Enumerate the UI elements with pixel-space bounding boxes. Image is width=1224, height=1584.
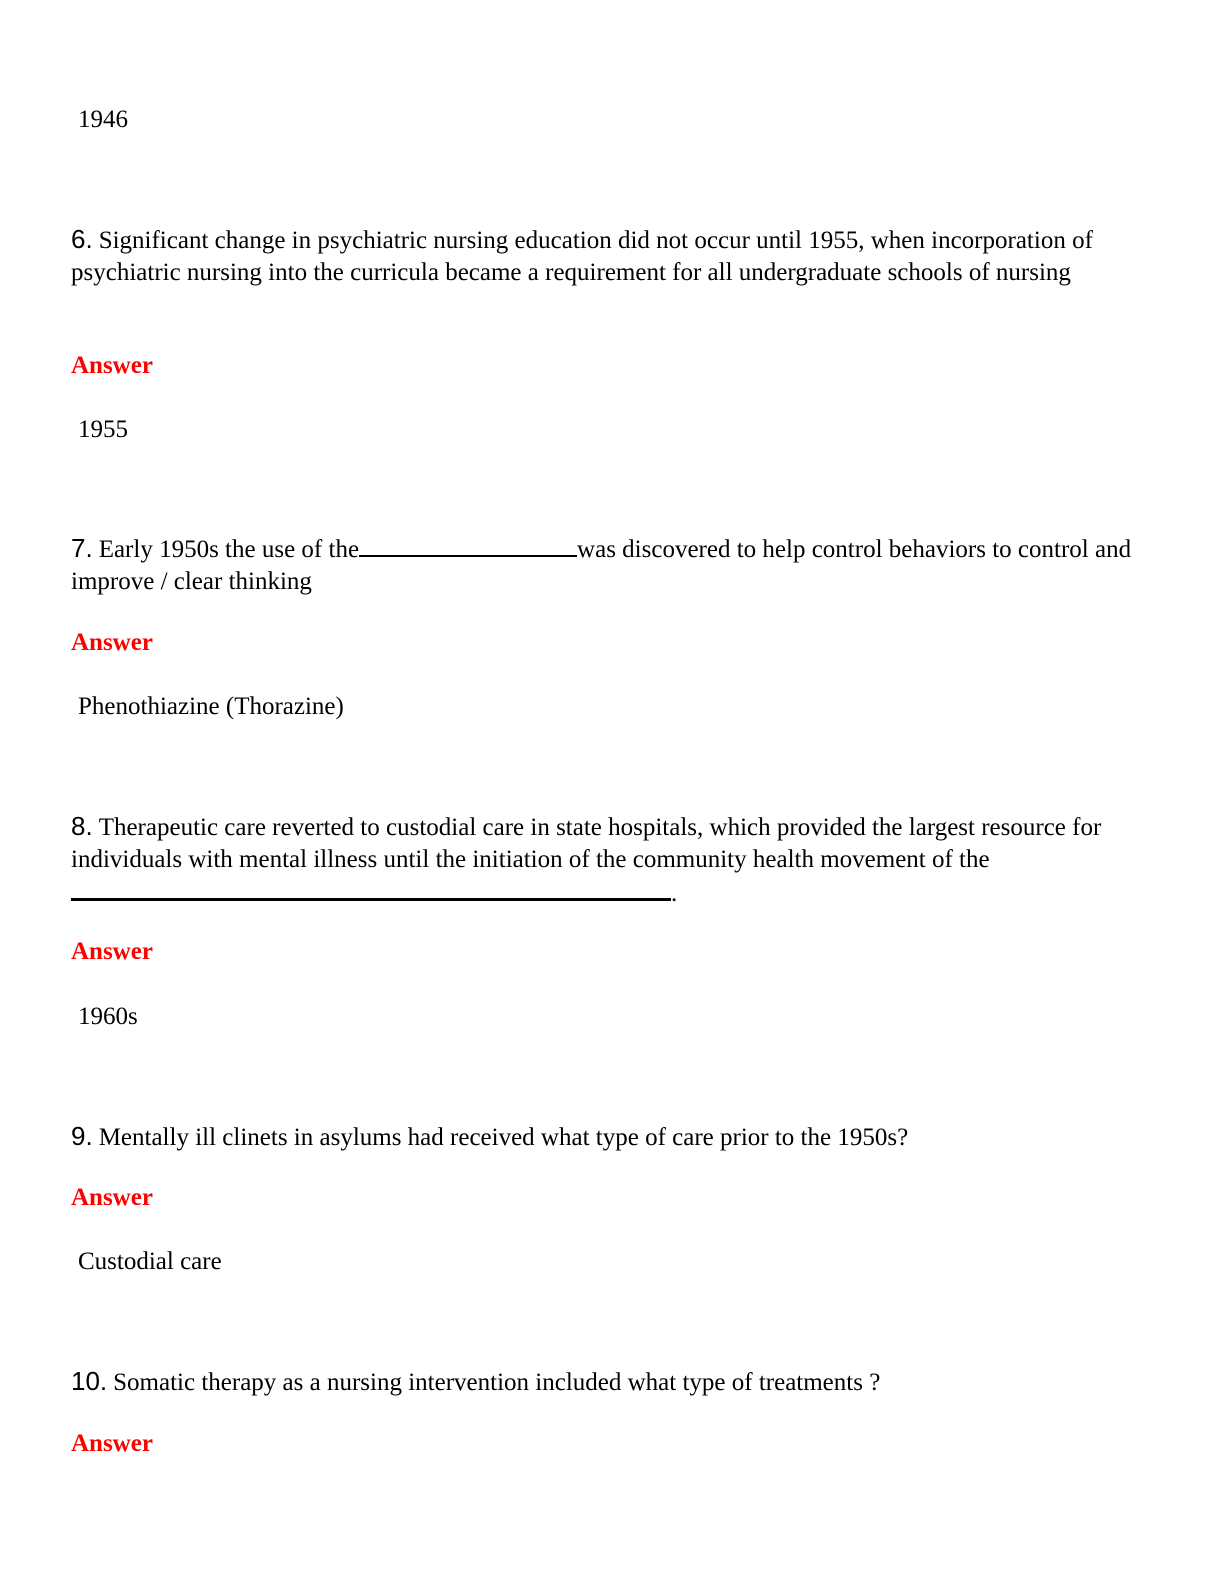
question-7 <box>71 532 1161 598</box>
question-10 <box>71 1365 1161 1399</box>
answer-label: Answer <box>71 1184 153 1211</box>
question-8 <box>71 810 1161 910</box>
answer-value: Custodial care <box>78 1248 222 1275</box>
answer-label: Answer <box>71 629 153 656</box>
question-text: Mentally ill clinets in asylums had received what type of care prior to the 1950s? <box>98 1124 909 1151</box>
answer-label: Answer <box>71 938 153 965</box>
answer-value: 1960s <box>78 1003 138 1030</box>
previous-answer: 1946 <box>78 106 128 133</box>
answer-label: Answer <box>71 352 153 379</box>
question-text-before: Early 1950s the use of the <box>98 536 360 563</box>
question-text: Somatic therapy as a nursing intervention included what type of treatments ? <box>113 1369 881 1396</box>
question-number: 7. <box>71 533 93 563</box>
fill-in-blank <box>71 876 671 901</box>
question-9 <box>71 1120 1161 1154</box>
question-text-after: was discovered to help control behaviors to control and improve / clear thinking <box>71 536 1132 595</box>
question-number: 8. <box>71 811 93 841</box>
answer-value: Phenothiazine (Thorazine) <box>78 693 344 720</box>
question-6 <box>71 223 1161 289</box>
fill-in-blank <box>359 533 577 557</box>
question-text-before: Therapeutic care reverted to custodial care in state hospitals, which provided the largest resource for individuals with mental illness until the initiation of the community health movement of the <box>71 814 1102 873</box>
question-number: 10. <box>71 1366 108 1396</box>
question-number: 9. <box>71 1121 93 1151</box>
question-number: 6. <box>71 224 93 254</box>
question-text: Significant change in psychiatric nursing education did not occur until 1955, when incorporation of psychiatric nursing into the curricula became a requirement for all undergraduate schools of nursing <box>71 227 1093 286</box>
answer-label: Answer <box>71 1430 153 1457</box>
answer-value: 1955 <box>78 416 128 443</box>
question-text-after: . <box>671 880 678 907</box>
